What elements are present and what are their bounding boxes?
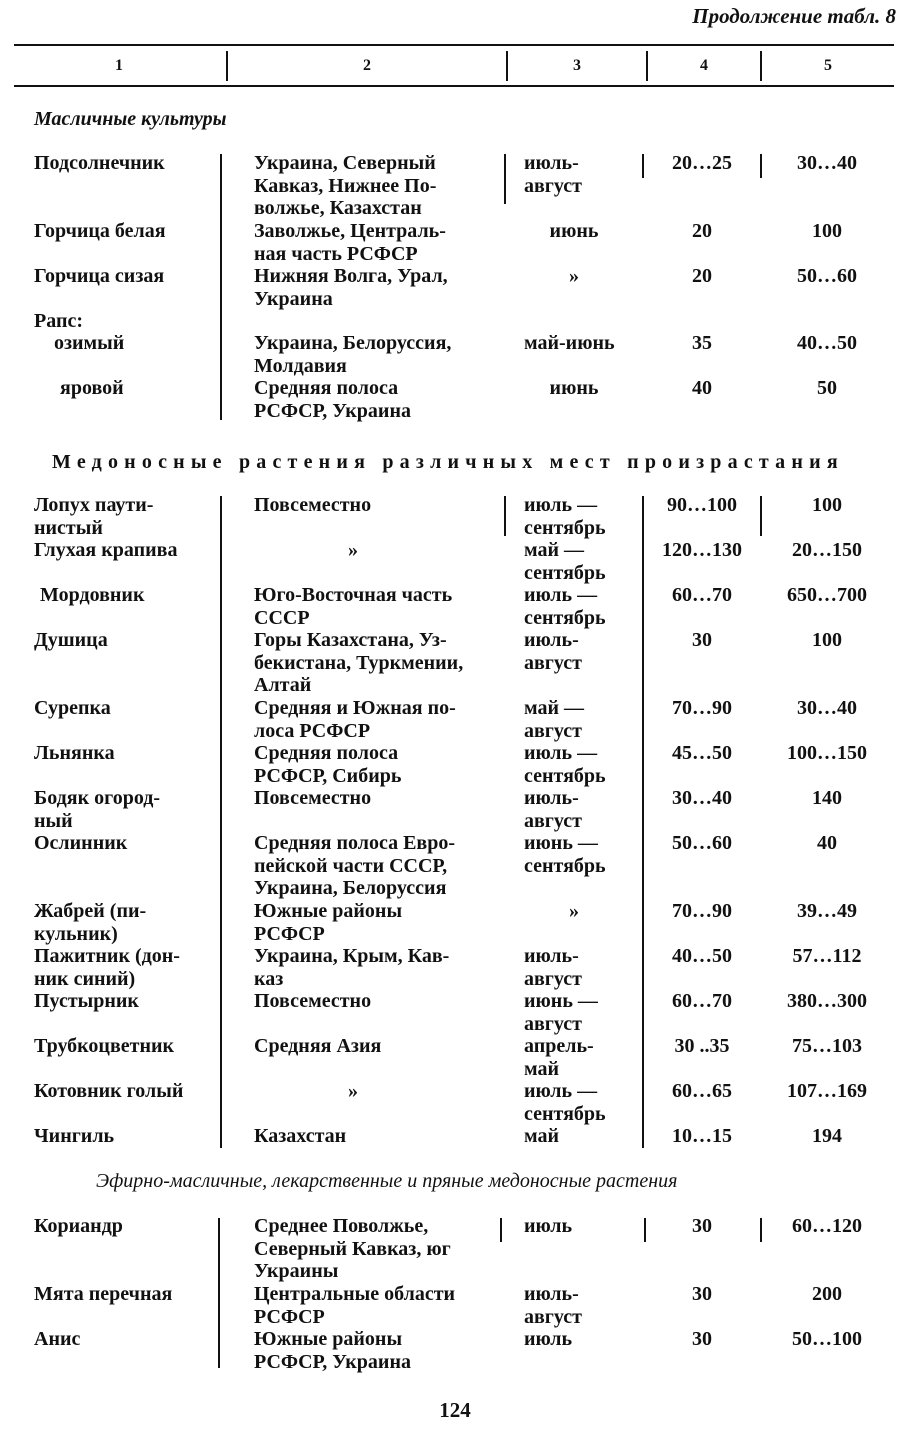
column-rule-2 <box>218 1218 220 1368</box>
period: апрель- май <box>524 1035 594 1080</box>
section-title-oil-crops: Масличные культуры <box>34 108 227 130</box>
header-col-1: 1 <box>115 57 123 74</box>
period: июль- август <box>524 629 582 674</box>
value-col-5: 107…169 <box>787 1080 867 1102</box>
value-col-4: 40 <box>692 377 712 399</box>
region: » <box>348 539 358 561</box>
column-rule-4 <box>642 154 644 178</box>
plant-name: яровой <box>60 377 124 399</box>
region: Южные районы РСФСР, Украина <box>254 1328 411 1373</box>
value-col-4: 40…50 <box>672 945 732 967</box>
header-col-4: 4 <box>700 57 708 74</box>
period: июль- август <box>524 787 582 832</box>
region: Повсеместно <box>254 787 372 809</box>
header-col-2: 2 <box>363 57 371 74</box>
period: июнь — август <box>524 990 598 1035</box>
value-col-4: 30…40 <box>672 787 732 809</box>
value-col-4: 30 <box>692 1215 712 1237</box>
value-col-5: 100…150 <box>787 742 867 764</box>
region: Казахстан <box>254 1125 347 1147</box>
region: Повсеместно <box>254 990 372 1012</box>
region: Украина, Северный Кавказ, Нижнее По- волжье, Казахстан <box>254 152 437 219</box>
region: Средняя Азия <box>254 1035 382 1057</box>
period: июнь — сентябрь <box>524 832 606 877</box>
value-col-4: 30 <box>692 629 712 651</box>
value-col-5: 194 <box>812 1125 842 1147</box>
period: май <box>524 1125 560 1147</box>
table-header <box>14 47 894 85</box>
value-col-5: 75…103 <box>792 1035 862 1057</box>
period: июль- август <box>524 1283 582 1328</box>
plant-name: Анис <box>34 1328 81 1350</box>
region: Южные районы РСФСР <box>254 900 403 945</box>
plant-name: Котовник голый <box>34 1080 184 1102</box>
value-col-4: 20…25 <box>672 152 732 174</box>
period: май — август <box>524 697 585 742</box>
region: Центральные области РСФСР <box>254 1283 456 1328</box>
value-col-5: 50…100 <box>792 1328 862 1350</box>
value-col-5: 39…49 <box>797 900 857 922</box>
period: июль — сентябрь <box>524 742 606 787</box>
value-col-5: 30…40 <box>797 697 857 719</box>
region: Нижняя Волга, Урал, Украина <box>254 265 448 310</box>
header-top-rule <box>14 44 894 46</box>
header-col-3: 3 <box>573 57 581 74</box>
value-col-5: 100 <box>812 220 842 242</box>
plant-name: озимый <box>54 332 125 354</box>
value-col-4: 70…90 <box>672 900 732 922</box>
value-col-5: 380…300 <box>787 990 867 1012</box>
value-col-5: 100 <box>812 494 842 516</box>
column-rule-4 <box>644 1218 646 1242</box>
plant-name: Глухая крапива <box>34 539 178 561</box>
region: Средняя полоса РСФСР, Украина <box>254 377 411 422</box>
plant-name: Мята перечная <box>34 1283 173 1305</box>
region: Украина, Белоруссия, Молдавия <box>254 332 452 377</box>
value-col-5: 40 <box>817 832 837 854</box>
period: июнь <box>549 377 599 399</box>
plant-name: Горчица сизая <box>34 265 165 287</box>
period: июль — сентябрь <box>524 584 606 629</box>
plant-name: Трубкоцветник <box>34 1035 175 1057</box>
plant-name: Подсолнечник <box>34 152 165 174</box>
plant-name: Сурепка <box>34 697 111 719</box>
period: июль- август <box>524 152 582 197</box>
value-col-4: 70…90 <box>672 697 732 719</box>
value-col-4: 45…50 <box>672 742 732 764</box>
value-col-4: 50…60 <box>672 832 732 854</box>
plant-name: Рапс: <box>34 310 84 332</box>
period: » <box>569 265 579 287</box>
period: июль- август <box>524 945 582 990</box>
value-col-5: 650…700 <box>787 584 867 606</box>
section-title-essential-oil-plants: Эфирно-масличные, лекарственные и пряные медоносные растения <box>96 1170 678 1192</box>
period: июль — сентябрь <box>524 494 606 539</box>
period: июнь <box>549 220 599 242</box>
page-number: 124 <box>439 1398 471 1422</box>
value-col-5: 20…150 <box>792 539 862 561</box>
plant-name: Жабрей (пи- кульник) <box>34 900 147 945</box>
value-col-4: 30 ..35 <box>674 1035 730 1057</box>
value-col-5: 100 <box>812 629 842 651</box>
value-col-5: 140 <box>812 787 842 809</box>
region: Юго-Восточная часть СССР <box>254 584 453 629</box>
period: май-июнь <box>524 332 615 354</box>
period: май — сентябрь <box>524 539 606 584</box>
region: Повсеместно <box>254 494 372 516</box>
table-caption: Продолжение табл. 8 <box>692 4 896 28</box>
period: июль — сентябрь <box>524 1080 606 1125</box>
value-col-5: 57…112 <box>792 945 862 967</box>
period: июль <box>524 1328 573 1350</box>
plant-name: Чингиль <box>34 1125 115 1147</box>
region: Средняя полоса РСФСР, Сибирь <box>254 742 402 787</box>
value-col-4: 60…70 <box>672 584 732 606</box>
value-col-5: 200 <box>812 1283 842 1305</box>
value-col-5: 60…120 <box>792 1215 862 1237</box>
value-col-5: 40…50 <box>797 332 857 354</box>
value-col-5: 50…60 <box>797 265 857 287</box>
plant-name: Лопух паути- нистый <box>34 494 154 539</box>
plant-name: Пажитник (дон- ник синий) <box>34 945 180 990</box>
plant-name: Ослинник <box>34 832 128 854</box>
value-col-4: 10…15 <box>672 1125 732 1147</box>
value-col-5: 50 <box>817 377 837 399</box>
plant-name: Душица <box>34 629 108 651</box>
column-rule-4 <box>642 496 644 1148</box>
region: Горы Казахстана, Уз- бекистана, Туркмении, Алтай <box>254 629 464 696</box>
value-col-4: 60…70 <box>672 990 732 1012</box>
column-rule-2 <box>220 496 222 1148</box>
plant-name: Бодяк огород- ный <box>34 787 161 832</box>
region: Среднее Поволжье, Северный Кавказ, юг Украины <box>254 1215 451 1282</box>
plant-name: Мордовник <box>40 584 145 606</box>
value-col-4: 35 <box>692 332 712 354</box>
period: » <box>569 900 579 922</box>
value-col-4: 20 <box>692 265 712 287</box>
plant-name: Кориандр <box>34 1215 123 1237</box>
region: » <box>348 1080 358 1102</box>
value-col-4: 30 <box>692 1328 712 1350</box>
value-col-4: 90…100 <box>667 494 737 516</box>
region: Заволжье, Централь- ная часть РСФСР <box>254 220 446 265</box>
region: Украина, Крым, Кав- каз <box>254 945 450 990</box>
header-bottom-rule <box>14 85 894 87</box>
value-col-4: 30 <box>692 1283 712 1305</box>
value-col-4: 20 <box>692 220 712 242</box>
period: июль <box>524 1215 573 1237</box>
region: Средняя и Южная по- лоса РСФСР <box>254 697 456 742</box>
plant-name: Льнянка <box>34 742 115 764</box>
value-col-4: 60…65 <box>672 1080 732 1102</box>
plant-name: Пустырник <box>34 990 139 1012</box>
plant-name: Горчица белая <box>34 220 166 242</box>
header-col-5: 5 <box>824 57 832 74</box>
value-col-5: 30…40 <box>797 152 857 174</box>
region: Средняя полоса Евро- пейской части СССР, Украина, Белоруссия <box>254 832 455 899</box>
section-title-honey-plants: Медоносные растения различных мест произрастания <box>52 451 844 473</box>
value-col-4: 120…130 <box>662 539 742 561</box>
